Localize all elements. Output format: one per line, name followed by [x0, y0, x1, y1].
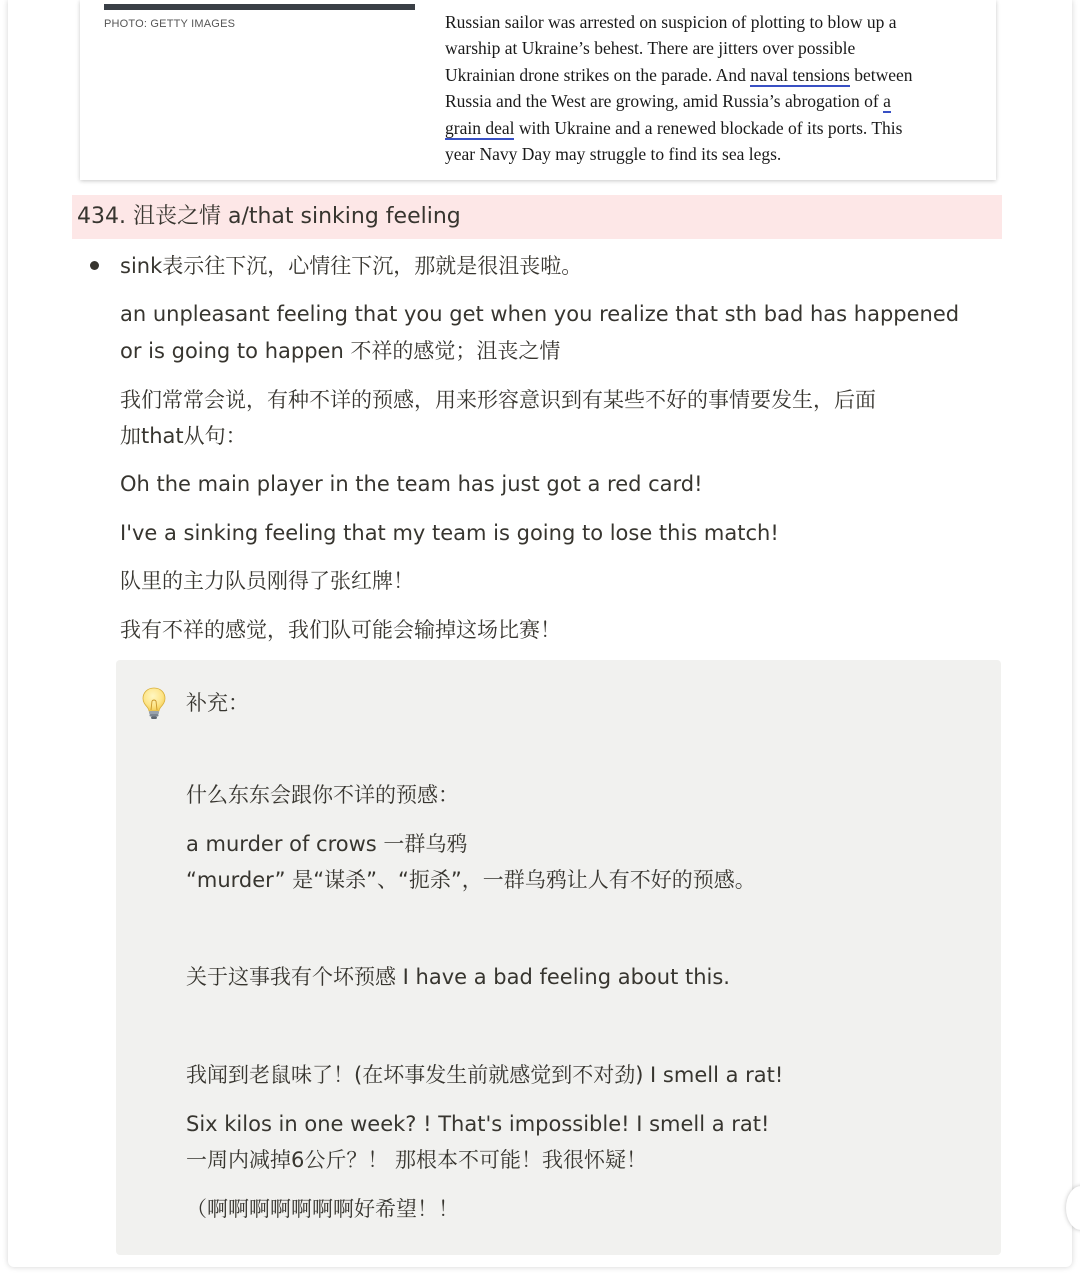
- entry-heading: 434. 沮丧之情 a/that sinking feeling: [72, 195, 1002, 239]
- article-line: [445, 115, 990, 141]
- bullet-dot: [90, 261, 99, 270]
- definition-line: an unpleasant feeling that you get when you realize that sth bad has happened: [120, 302, 960, 326]
- article-photo-strip: [104, 4, 415, 10]
- article-line: year Navy Day may struggle to find its sea legs.: [445, 144, 782, 165]
- grain-deal-link[interactable]: grain deal: [445, 117, 515, 138]
- example-translation: 队里的主力队员刚得了张红牌！: [120, 569, 414, 593]
- embedded-article-card: [80, 0, 996, 180]
- example-translation: 我有不祥的感觉，我们队可能会输掉这场比赛！: [120, 618, 561, 642]
- article-text-run: Russia and the West are growing, amid Russia’s abrogation of: [445, 91, 884, 112]
- callout-closing: （啊啊啊啊啊啊啊好希望！！: [186, 1197, 459, 1221]
- grain-deal-link-start[interactable]: a: [883, 91, 891, 112]
- definition-line: or is going to happen 不祥的感觉；沮丧之情: [120, 339, 561, 363]
- article-text-run: Ukrainian drone strikes on the parade. And: [445, 64, 751, 85]
- example-sentence: I've a sinking feeling that my team is going to lose this match!: [120, 521, 779, 545]
- callout-line: Six kilos in one week? ! That's impossible! I smell a rat!: [186, 1112, 770, 1136]
- callout-intro: 什么东东会跟你不详的预感：: [186, 783, 459, 807]
- callout-line: 我闻到老鼠味了！(在坏事发生前就感觉到不对劲) I smell a rat!: [186, 1063, 784, 1087]
- callout-line: 一周内减掉6公斤？！ 那根本不可能！我很怀疑！: [186, 1148, 648, 1172]
- callout-line: a murder of crows 一群乌鸦: [186, 832, 468, 856]
- article-line: [445, 88, 990, 114]
- usage-note-line: 我们常常会说，有种不详的预感，用来形容意识到有某些不好的事情要发生，后面: [120, 388, 876, 412]
- example-sentence: Oh the main player in the team has just got a red card!: [120, 472, 703, 496]
- callout-line: 关于这事我有个坏预感 I have a bad feeling about this.: [186, 965, 730, 989]
- article-line: Russian sailor was arrested on suspicion of plotting to blow up a: [445, 12, 897, 32]
- article-line: [445, 62, 990, 88]
- bullet-text: sink表示往下沉，心情往下沉，那就是很沮丧啦。: [120, 254, 583, 278]
- naval-tensions-link[interactable]: naval tensions: [750, 64, 850, 85]
- article-text-run: with Ukraine and a renewed blockade of its ports. This: [514, 117, 903, 138]
- callout-title: 补充：: [186, 691, 249, 715]
- lightbulb-icon: [139, 686, 169, 720]
- article-line: warship at Ukraine’s behest. There are jitters over possible: [445, 38, 856, 59]
- callout-line: “murder” 是“谋杀”、“扼杀”，一群乌鸦让人有不好的预感。: [186, 868, 756, 892]
- article-text-run: between: [849, 64, 913, 85]
- article-paragraph: [445, 9, 990, 167]
- photo-credit: PHOTO: GETTY IMAGES: [104, 18, 236, 30]
- usage-note-line: 加that从句：: [120, 424, 247, 448]
